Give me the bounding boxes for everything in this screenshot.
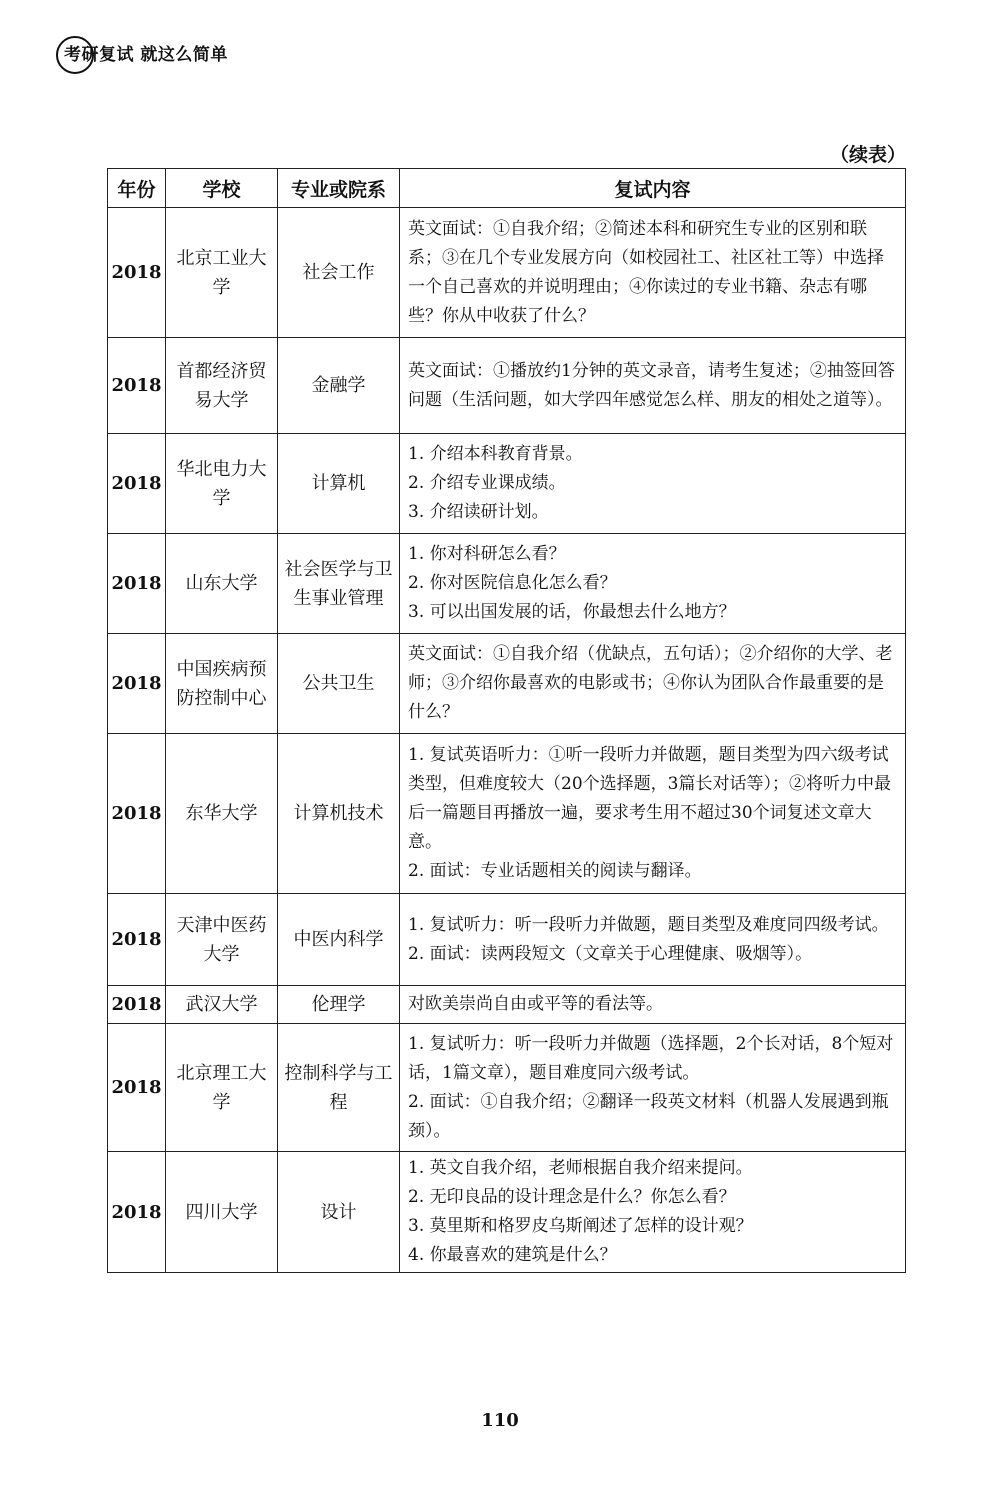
- table-row: [108, 894, 906, 986]
- cell-school: 华北电力大学: [166, 434, 278, 534]
- cell-content: [400, 434, 906, 534]
- cell-content: [400, 734, 906, 894]
- table-row: [108, 634, 906, 734]
- cell-year: 2018: [108, 734, 166, 894]
- page-number: 110: [481, 1410, 519, 1431]
- cell-school: 首都经济贸易大学: [166, 338, 278, 434]
- interview-table: [107, 168, 906, 1273]
- cell-year: 2018: [108, 634, 166, 734]
- cell-content: [400, 894, 906, 986]
- content-line: 3. 介绍读研计划。: [408, 502, 549, 522]
- content-line: 3. 莫里斯和格罗皮乌斯阐述了怎样的设计观？: [408, 1216, 753, 1236]
- header-title: 考研复试 就这么简单: [64, 45, 228, 65]
- table-row: [108, 534, 906, 634]
- cell-year: 2018: [108, 986, 166, 1024]
- table-row: [108, 1024, 906, 1152]
- cell-major: 计算机: [278, 434, 400, 534]
- header-school: 学校: [166, 169, 278, 208]
- content-line: 2. 无印良品的设计理念是什么？你怎么看？: [408, 1187, 736, 1207]
- header-content: 复试内容: [400, 169, 906, 208]
- content-line: 4. 你最喜欢的建筑是什么？: [408, 1245, 617, 1265]
- content-line: 英文面试：①播放约1分钟的英文录音，请考生复述；②抽签回答问题（生活问题，如大学四年感觉怎么样、朋友的相处之道等）。: [408, 360, 895, 410]
- content-line: 1. 英文自我介绍，老师根据自我介绍来提问。: [408, 1158, 753, 1178]
- cell-year: 2018: [108, 1024, 166, 1152]
- table-header-row: [108, 169, 906, 208]
- table-row: [108, 338, 906, 434]
- content-line: 2. 面试：读两段短文（文章关于心理健康、吸烟等）。: [408, 943, 813, 964]
- table-row: [108, 986, 906, 1024]
- cell-school: 北京工业大学: [166, 208, 278, 338]
- content-line: 2. 介绍专业课成绩。: [408, 473, 566, 493]
- page-header: [56, 40, 228, 65]
- content-line: 对欧美崇尚自由或平等的看法等。: [408, 994, 663, 1014]
- table-row: [108, 208, 906, 338]
- cell-major: 社会医学与卫生事业管理: [278, 534, 400, 634]
- table-row: [108, 1152, 906, 1273]
- cell-major: 中医内科学: [278, 894, 400, 986]
- cell-year: 2018: [108, 1152, 166, 1273]
- content-line: 英文面试：①自我介绍（优缺点，五句话）；②介绍你的大学、老师；③介绍你最喜欢的电影或书；④你认为团队合作最重要的是什么？: [408, 644, 893, 722]
- content-line: 1. 介绍本科教育背景。: [408, 444, 583, 464]
- cell-content: [400, 534, 906, 634]
- continued-label: （续表）: [829, 144, 906, 166]
- cell-year: 2018: [108, 894, 166, 986]
- cell-year: 2018: [108, 208, 166, 338]
- cell-major: 伦理学: [278, 986, 400, 1024]
- table-row: [108, 434, 906, 534]
- cell-content: [400, 338, 906, 434]
- cell-major: 社会工作: [278, 208, 400, 338]
- cell-major: 金融学: [278, 338, 400, 434]
- content-line: 2. 你对医院信息化怎么看？: [408, 573, 617, 593]
- content-line: 英文面试：①自我介绍；②简述本科和研究生专业的区别和联系；③在几个专业发展方向（如校园社工、社区社工等）中选择一个自己喜欢的并说明理由；④你读过的专业书籍、杂志有哪些？你从中收获了什么？: [408, 218, 884, 326]
- header-major: 专业或院系: [278, 169, 400, 208]
- content-line: 1. 复试听力：听一段听力并做题（选择题，2个长对话，8个短对话，1篇文章），题目难度同六级考试。: [408, 1033, 894, 1083]
- content-line: 2. 面试：①自我介绍；②翻译一段英文材料（机器人发展遇到瓶颈）。: [408, 1091, 889, 1141]
- cell-school: 天津中医药大学: [166, 894, 278, 986]
- cell-school: 中国疾病预防控制中心: [166, 634, 278, 734]
- content-line: 2. 面试：专业话题相关的阅读与翻译。: [408, 861, 702, 881]
- header-year: 年份: [108, 169, 166, 208]
- cell-content: [400, 1152, 906, 1273]
- content-line: 3. 可以出国发展的话，你最想去什么地方？: [408, 602, 736, 622]
- cell-content: [400, 986, 906, 1024]
- cell-school: 武汉大学: [166, 986, 278, 1024]
- table-body: [108, 208, 906, 1273]
- content-line: 1. 你对科研怎么看？: [408, 544, 566, 564]
- cell-major: 公共卫生: [278, 634, 400, 734]
- cell-school: 四川大学: [166, 1152, 278, 1273]
- cell-content: [400, 1024, 906, 1152]
- cell-school: 北京理工大学: [166, 1024, 278, 1152]
- cell-content: [400, 634, 906, 734]
- cell-school: 东华大学: [166, 734, 278, 894]
- cell-year: 2018: [108, 338, 166, 434]
- cell-major: 设计: [278, 1152, 400, 1273]
- cell-year: 2018: [108, 534, 166, 634]
- cell-major: 控制科学与工程: [278, 1024, 400, 1152]
- content-line: 1. 复试英语听力：①听一段听力并做题，题目类型为四六级考试类型，但难度较大（20个选择题，3篇长对话等）；②将听力中最后一篇题目再播放一遍，要求考生用不超过30个词复述文章大意。: [408, 745, 891, 852]
- cell-school: 山东大学: [166, 534, 278, 634]
- cell-year: 2018: [108, 434, 166, 534]
- cell-content: [400, 208, 906, 338]
- cell-major: 计算机技术: [278, 734, 400, 894]
- table-row: [108, 734, 906, 894]
- content-line: 1. 复试听力：听一段听力并做题，题目类型及难度同四级考试。: [408, 914, 889, 935]
